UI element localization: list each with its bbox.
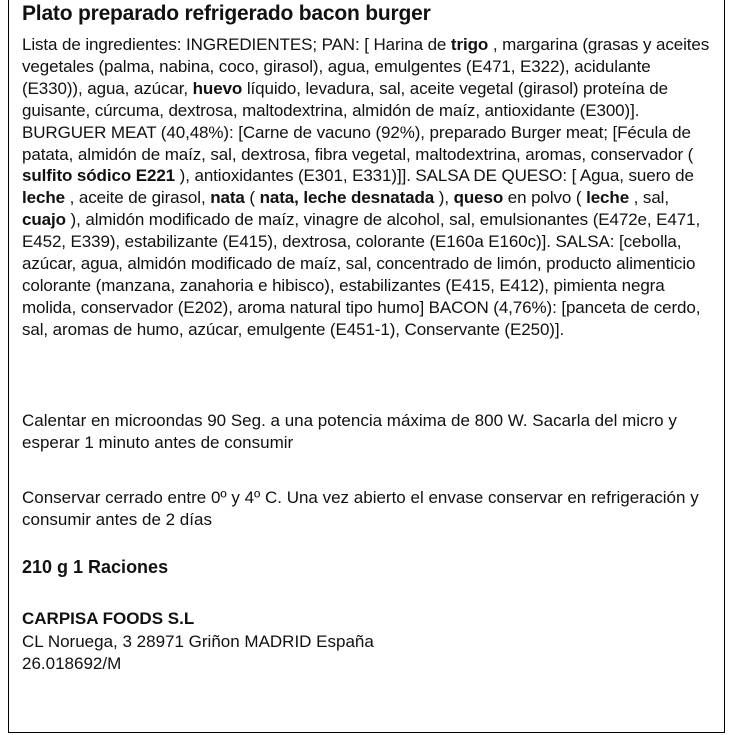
ingredients-text: ), almidón modificado de maíz, vinagre de alcohol, sal, emulsionantes (E472e, E471, E452, E339), estabilizante (E415), dextrosa, colorante (E160a E160c)]. SALSA: [cebolla, azúcar, agua, almidón modificado de maíz, sal, concentrado de limón, producto alimenticio colorante (manzana, zanahoria e hibisco), estabilizantes (E415, E412), pimienta negra molida, conservador (E202), aroma natural tipo humo] BACON (4,76%): [panceta de cerdo, sal, aromas de humo, azúcar, emulgente (E451-1), Conservante (E250)]. [22, 210, 701, 339]
allergen-sulphite: sulfito sódico E221 [22, 166, 176, 186]
ingredients-text: Lista de ingredientes: INGREDIENTES; PAN: [ Harina de [22, 35, 451, 54]
allergen-milk: leche [586, 188, 630, 208]
ingredients-text: ), antioxidantes (E301, E331)]]. SALSA DE QUESO: [ Agua, suero de [175, 166, 694, 186]
ingredients-text: ( [244, 188, 260, 208]
ingredients-text: , sal, [629, 188, 669, 208]
allergen-milk: leche [22, 188, 65, 208]
product-title: Plato preparado refrigerado bacon burger [22, 2, 431, 25]
ingredients-text: ), [434, 188, 454, 208]
allergen-wheat: trigo [450, 35, 489, 54]
manufacturer-address: CL Noruega, 3 28971 Griñon MADRID España [22, 632, 374, 651]
allergen-cream: nata [210, 188, 245, 208]
ingredients-text: , margarina (grasas y aceites vegetales (palma, nabina, coco, girasol), agua, emulgentes (E471, E322), acidulante (E330)), agua, azúcar, [22, 35, 710, 98]
heating-instructions: Calentar en microondas 90 Seg. a una potencia máxima de 800 W. Sacarla del micro y esperar 1 minuto antes de consumir [22, 411, 677, 452]
allergen-cream-skimmed-milk: nata, leche desnatada [259, 188, 435, 208]
ingredients-text: en polvo ( [503, 188, 587, 208]
ingredients-text: líquido, levadura, sal, aceite vegetal (girasol) proteína de guisante, cúrcuma, dextrosa, maltodextrina, almidón de maíz, antioxidante (E300)]. BURGUER MEAT (40,48%): [Carne de vacuno (92%), preparado Burger meat; [Fécula de patata, almidón de maíz, sal, dextrosa, fibra vegetal, maltodextrina, aromas, conservador ( [22, 78, 694, 164]
manufacturer-name: CARPISA FOODS S.L [22, 609, 195, 628]
ingredients-list [22, 34, 714, 341]
product-label-panel [8, 0, 725, 733]
allergen-rennet: cuajo [22, 210, 66, 230]
ingredients-text: , aceite de girasol, [64, 188, 211, 208]
sanitary-registry-number: 26.018692/M [22, 654, 122, 673]
storage-instructions: Conservar cerrado entre 0º y 4º C. Una vez abierto el envase conservar en refrigeración y consumir antes de 2 días [22, 488, 699, 529]
allergen-cheese: queso [453, 188, 504, 208]
allergen-egg: huevo [192, 78, 243, 98]
portion-info: 210 g 1 Raciones [22, 557, 169, 577]
